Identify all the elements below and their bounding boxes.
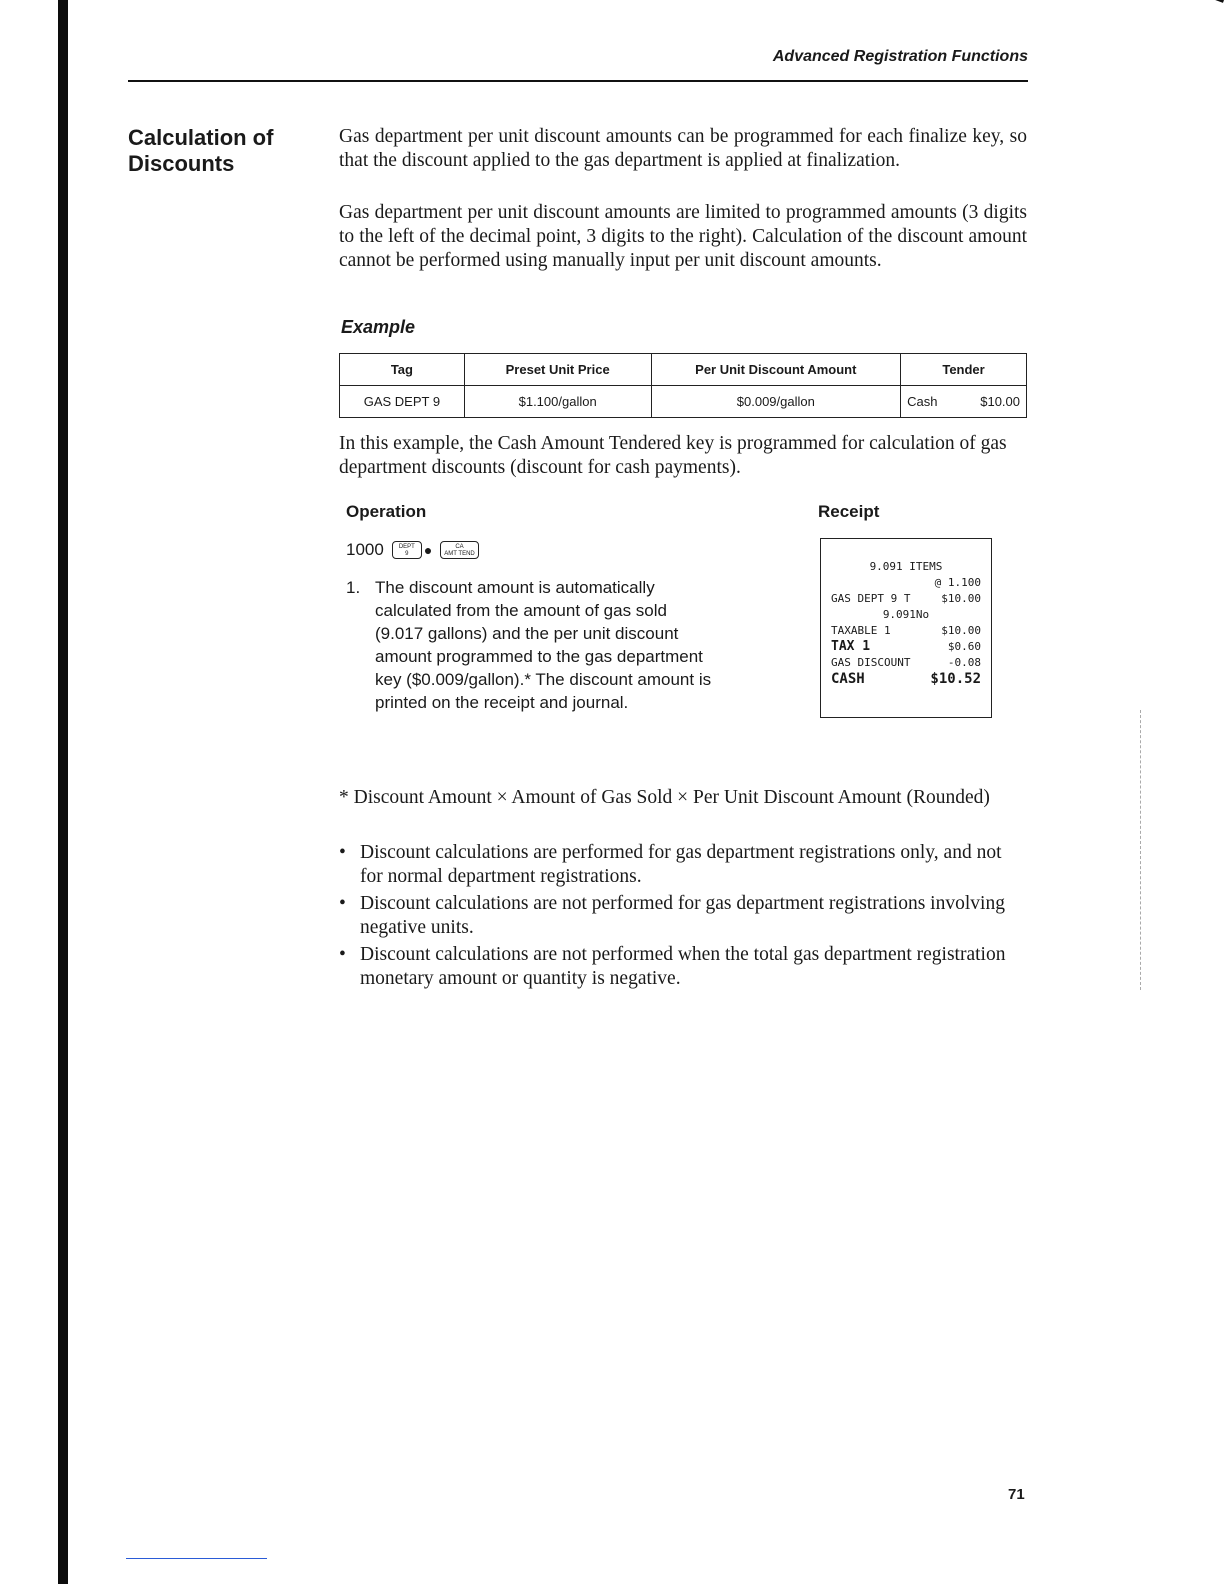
step-text: The discount amount is automatically calculated from the amount of gas sold (9.017 gallons) and the per unit discount amount programmed to the gas department key ($0.009/gallon).* The discount amount is printed on the receipt and journal. — [375, 578, 712, 712]
corner-mark — [1207, 0, 1224, 9]
running-header: Advanced Registration Functions — [772, 48, 1028, 65]
receipt-quantity: 9.091No — [882, 608, 930, 621]
ca-key-left: CA — [455, 544, 464, 550]
section-heading: Calculation of Discounts — [128, 125, 274, 176]
operation-label: Operation — [346, 502, 427, 521]
tender-amount: $10.00 — [980, 394, 1020, 409]
margin-mark — [1140, 710, 1141, 990]
header-tag: Tag — [340, 354, 465, 386]
receipt-taxable-line — [831, 623, 981, 639]
example-table — [339, 353, 1027, 418]
footnote: * Discount Amount × Amount of Gas Sold × Per Unit Discount Amount (Rounded) — [339, 787, 990, 808]
paragraph-intro: Gas department per unit discount amounts can be programmed for each finalize key, so that the discount applied to the gas department is applied at finalization. — [339, 126, 1027, 171]
ca-key-right: AMT TEND — [444, 551, 475, 557]
receipt-tax-line — [831, 639, 981, 655]
receipt-label: Receipt — [818, 502, 880, 521]
receipt-taxable-label: TAXABLE 1 — [831, 624, 891, 637]
receipt-gas-dept-amount: $10.00 — [941, 592, 981, 605]
operation-sequence — [346, 540, 479, 560]
receipt-items: 9.091 ITEMS — [869, 560, 943, 573]
page-number: 71 — [1008, 1486, 1025, 1503]
tender-type: Cash — [907, 394, 938, 409]
header-rule — [128, 80, 1028, 82]
receipt-discount-label: GAS DISCOUNT — [831, 656, 911, 669]
notes-list — [339, 841, 1027, 994]
paragraph-example-explanation: In this example, the Cash Amount Tendered key is programmed for calculation of gas department discounts (discount for cash payments). — [339, 433, 1007, 478]
dept-9-key-icon — [392, 541, 422, 559]
dept-key-top: DEPT — [398, 544, 415, 550]
dept-key-bottom: 9 — [405, 551, 409, 557]
cash-amount-tendered-key-icon — [440, 541, 478, 559]
receipt-unit-price: @ 1.100 — [934, 576, 981, 589]
header-tender: Tender — [901, 354, 1027, 386]
step-number: 1. — [346, 578, 361, 597]
list-item: • Discount calculations are not performed for gas department registrations involving negative units. — [339, 892, 1027, 940]
cell-preset-unit-price: $1.100/gallon — [464, 386, 651, 418]
binding-edge — [58, 0, 68, 1584]
receipt-taxable-amount: $10.00 — [941, 624, 981, 637]
example-label: Example — [341, 317, 416, 337]
receipt-discount-amount: -0.08 — [947, 656, 981, 669]
dot-icon: ● — [423, 542, 433, 558]
receipt-tax-amount: $0.60 — [947, 640, 981, 653]
receipt-cash-label: CASH — [831, 671, 865, 687]
receipt-printout — [820, 538, 992, 718]
cell-tender — [901, 386, 1027, 418]
table-row — [340, 386, 1027, 418]
receipt-cash-amount: $10.52 — [930, 671, 981, 687]
receipt-tax-label: TAX 1 — [831, 639, 871, 654]
header-preset-unit-price: Preset Unit Price — [464, 354, 651, 386]
list-item: • Discount calculations are performed for gas department registrations only, and not for normal department registrations. — [339, 841, 1027, 889]
cell-per-unit-discount: $0.009/gallon — [651, 386, 901, 418]
cell-tag: GAS DEPT 9 — [340, 386, 465, 418]
list-item: • Discount calculations are not performed when the total gas department registration monetary amount or quantity is negative. — [339, 943, 1027, 991]
operation-entry: 1000 — [346, 540, 384, 559]
receipt-cash-line — [831, 671, 981, 687]
receipt-gas-dept-label: GAS DEPT 9 T — [831, 592, 911, 605]
footer-link-line — [126, 1558, 267, 1559]
operation-step — [346, 576, 718, 714]
table-header-row — [340, 354, 1027, 386]
header-per-unit-discount: Per Unit Discount Amount — [651, 354, 901, 386]
receipt-gas-dept-line — [831, 591, 981, 607]
receipt-discount-line — [831, 655, 981, 671]
paragraph-limits: Gas department per unit discount amounts are limited to programmed amounts (3 digits to the left of the decimal point, 3 digits to the right). Calculation of the discount amount cannot be performed using manually input per unit discount amounts. — [339, 202, 1027, 271]
